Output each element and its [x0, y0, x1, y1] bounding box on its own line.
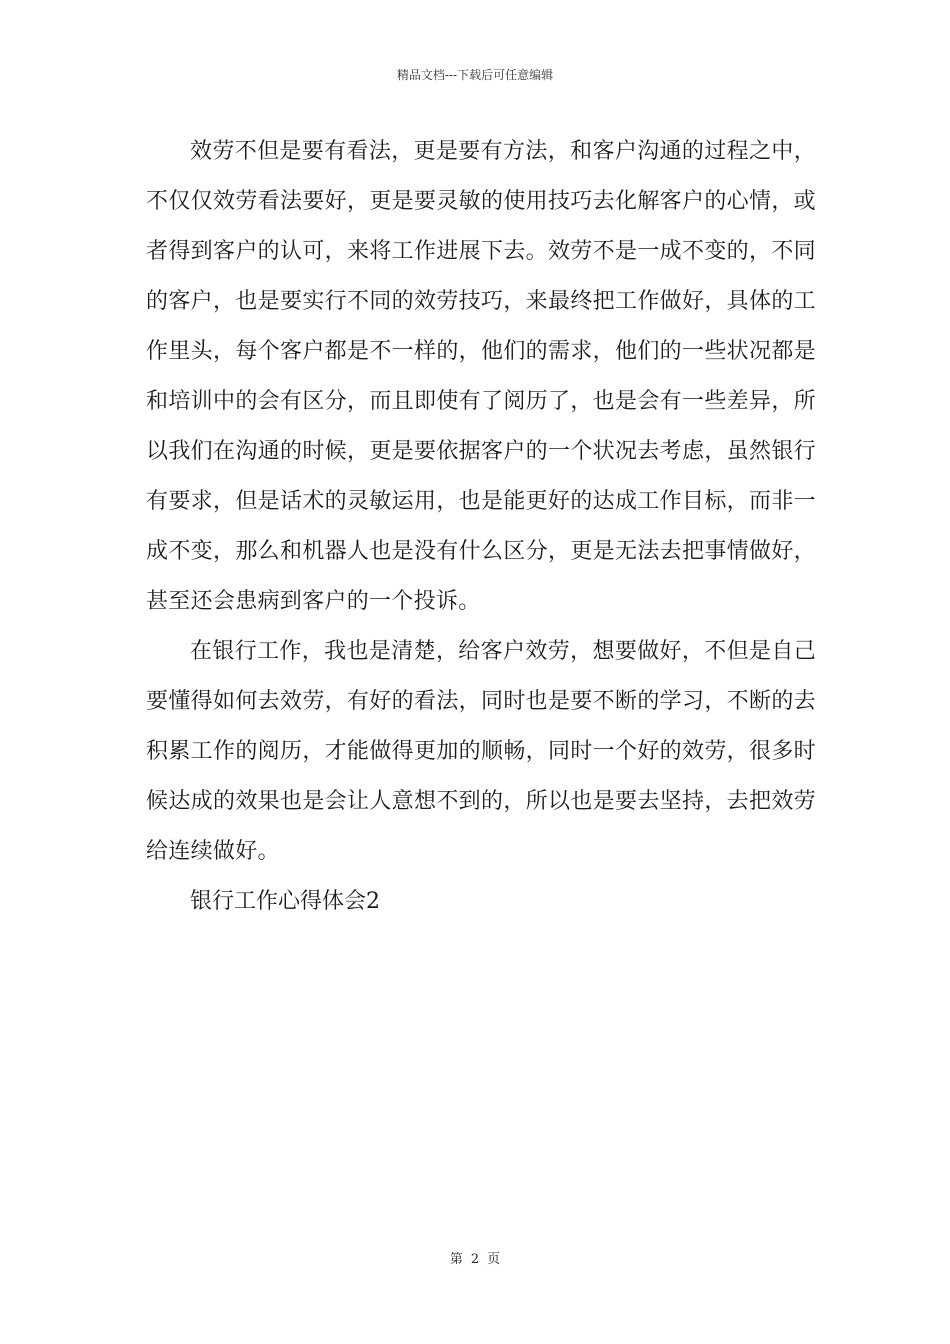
- paragraph-1: 效劳不但是要有看法，更是要有方法，和客户沟通的过程之中，不仅仅效劳看法要好，更是要灵敏的使用技巧去化解客户的心情，或者得到客户的认可，来将工作进展下去。效劳不是一成不变的，不同的客户，也是要实行不同的效劳技巧，来最终把工作做好，具体的工作里头，每个客户都是不一样的，他们的需求，他们的一些状况都是和培训中的会有区分，而且即使有了阅历了，也是会有一些差异，所以我们在沟通的时候，更是要依据客户的一个状况去考虑，虽然银行有要求，但是话术的灵敏运用，也是能更好的达成工作目标，而非一成不变，那么和机器人也是没有什么区分，更是无法去把事情做好，甚至还会患病到客户的一个投诉。: [146, 139, 816, 614]
- page-number: 2: [470, 1252, 480, 1267]
- paragraph-2: 在银行工作，我也是清楚，给客户效劳，想要做好，不但是自己要懂得如何去效劳，有好的看法，同时也是要不断的学习，不断的去积累工作的阅历，才能做得更加的顺畅，同时一个好的效劳，很多时候达成的效果也是会让人意想不到的，所以也是要去坚持，去把效劳给连续做好。: [146, 639, 816, 864]
- footer-suffix: 页: [487, 1252, 501, 1267]
- footer-prefix: 第: [449, 1252, 463, 1267]
- section-heading: 银行工作心得体会2: [190, 889, 380, 914]
- page-footer: [0, 1248, 950, 1267]
- page-header: 精品文档---下载后可任意编辑: [396, 68, 554, 82]
- document-body: [146, 127, 816, 927]
